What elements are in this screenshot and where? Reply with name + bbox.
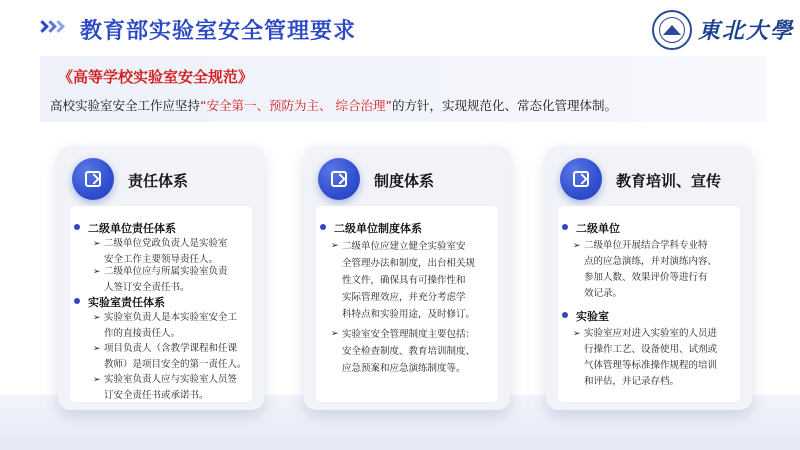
card-title: 制度体系 bbox=[374, 172, 435, 190]
card-title: 责任体系 bbox=[128, 172, 189, 190]
card-responsibility bbox=[58, 146, 264, 410]
list-item: ➢ 二级单位应建立健全实验室安 全管理办法和制度，出台相关规 性文件，确保具有可操作性和 实际管理效应，并充分考虑学 科特点和实验用途，及时修订。 bbox=[331, 241, 476, 320]
chevrons-icon bbox=[38, 22, 62, 31]
section-heading: 二级单位 bbox=[576, 222, 620, 235]
list-item: ➢ 实验室安全管理制度主要包括： 安全检查制度、教育培训制度、 应急预案和应急演练制度等。 bbox=[331, 329, 476, 374]
section-heading: 二级单位责任体系 bbox=[88, 222, 176, 235]
university-seal-icon bbox=[652, 10, 692, 50]
list-item: ➢ 二级单位应与所属实验室负责 人签订安全责任书。 bbox=[93, 266, 228, 293]
scan-icon bbox=[560, 158, 602, 200]
list-item: ➢ 实验室负责人是本实验室安全工 作的直接责任人。 bbox=[93, 312, 238, 339]
banner-text-before: 高校实验室安全工作应坚持 bbox=[50, 98, 201, 113]
banner-text-highlight: “安全第一、预防为主、 综合治理” bbox=[200, 98, 392, 113]
section-heading: 二级单位制度体系 bbox=[334, 222, 422, 235]
banner-text-after: 的方针，实现规范化、常态化管理体制。 bbox=[391, 98, 617, 113]
scan-icon bbox=[318, 158, 360, 200]
section-heading: 实验室 bbox=[576, 310, 609, 323]
list-item: ➢ 实验室应对进入实验室的人员进 行操作工艺、设备使用、试剂或 气体管理等标准操作规程的培训 和评估，并记录存档。 bbox=[573, 328, 718, 387]
banner-title: 《高等学校实验室安全规范》 bbox=[58, 68, 254, 86]
banner-text bbox=[50, 96, 617, 114]
list-item: ➢ 二级单位开展结合学科专业特 点的应急演练，并对演练内容、 参加人数、效果评价等进行有 效记录。 bbox=[573, 240, 718, 299]
page-title: 教育部实验室安全管理要求 bbox=[80, 19, 357, 44]
card-training bbox=[546, 146, 752, 410]
list-item: ➢ 实验室负责人应与实验室人员签 订安全责任书或承诺书。 bbox=[93, 374, 238, 401]
header bbox=[0, 0, 800, 56]
scan-icon bbox=[72, 158, 114, 200]
university-logo: 東北大學 bbox=[698, 18, 795, 44]
list-item: ➢ 二级单位党政负责人是实验室 安全工作主要领导责任人。 bbox=[93, 238, 228, 265]
section-heading: 实验室责任体系 bbox=[88, 296, 165, 309]
card-title: 教育培训、宣传 bbox=[616, 172, 722, 190]
list-item: ➢ 项目负责人（含教学课程和任课 教师）是项目安全的第一责任人。 bbox=[93, 343, 247, 370]
card-system bbox=[304, 146, 510, 410]
